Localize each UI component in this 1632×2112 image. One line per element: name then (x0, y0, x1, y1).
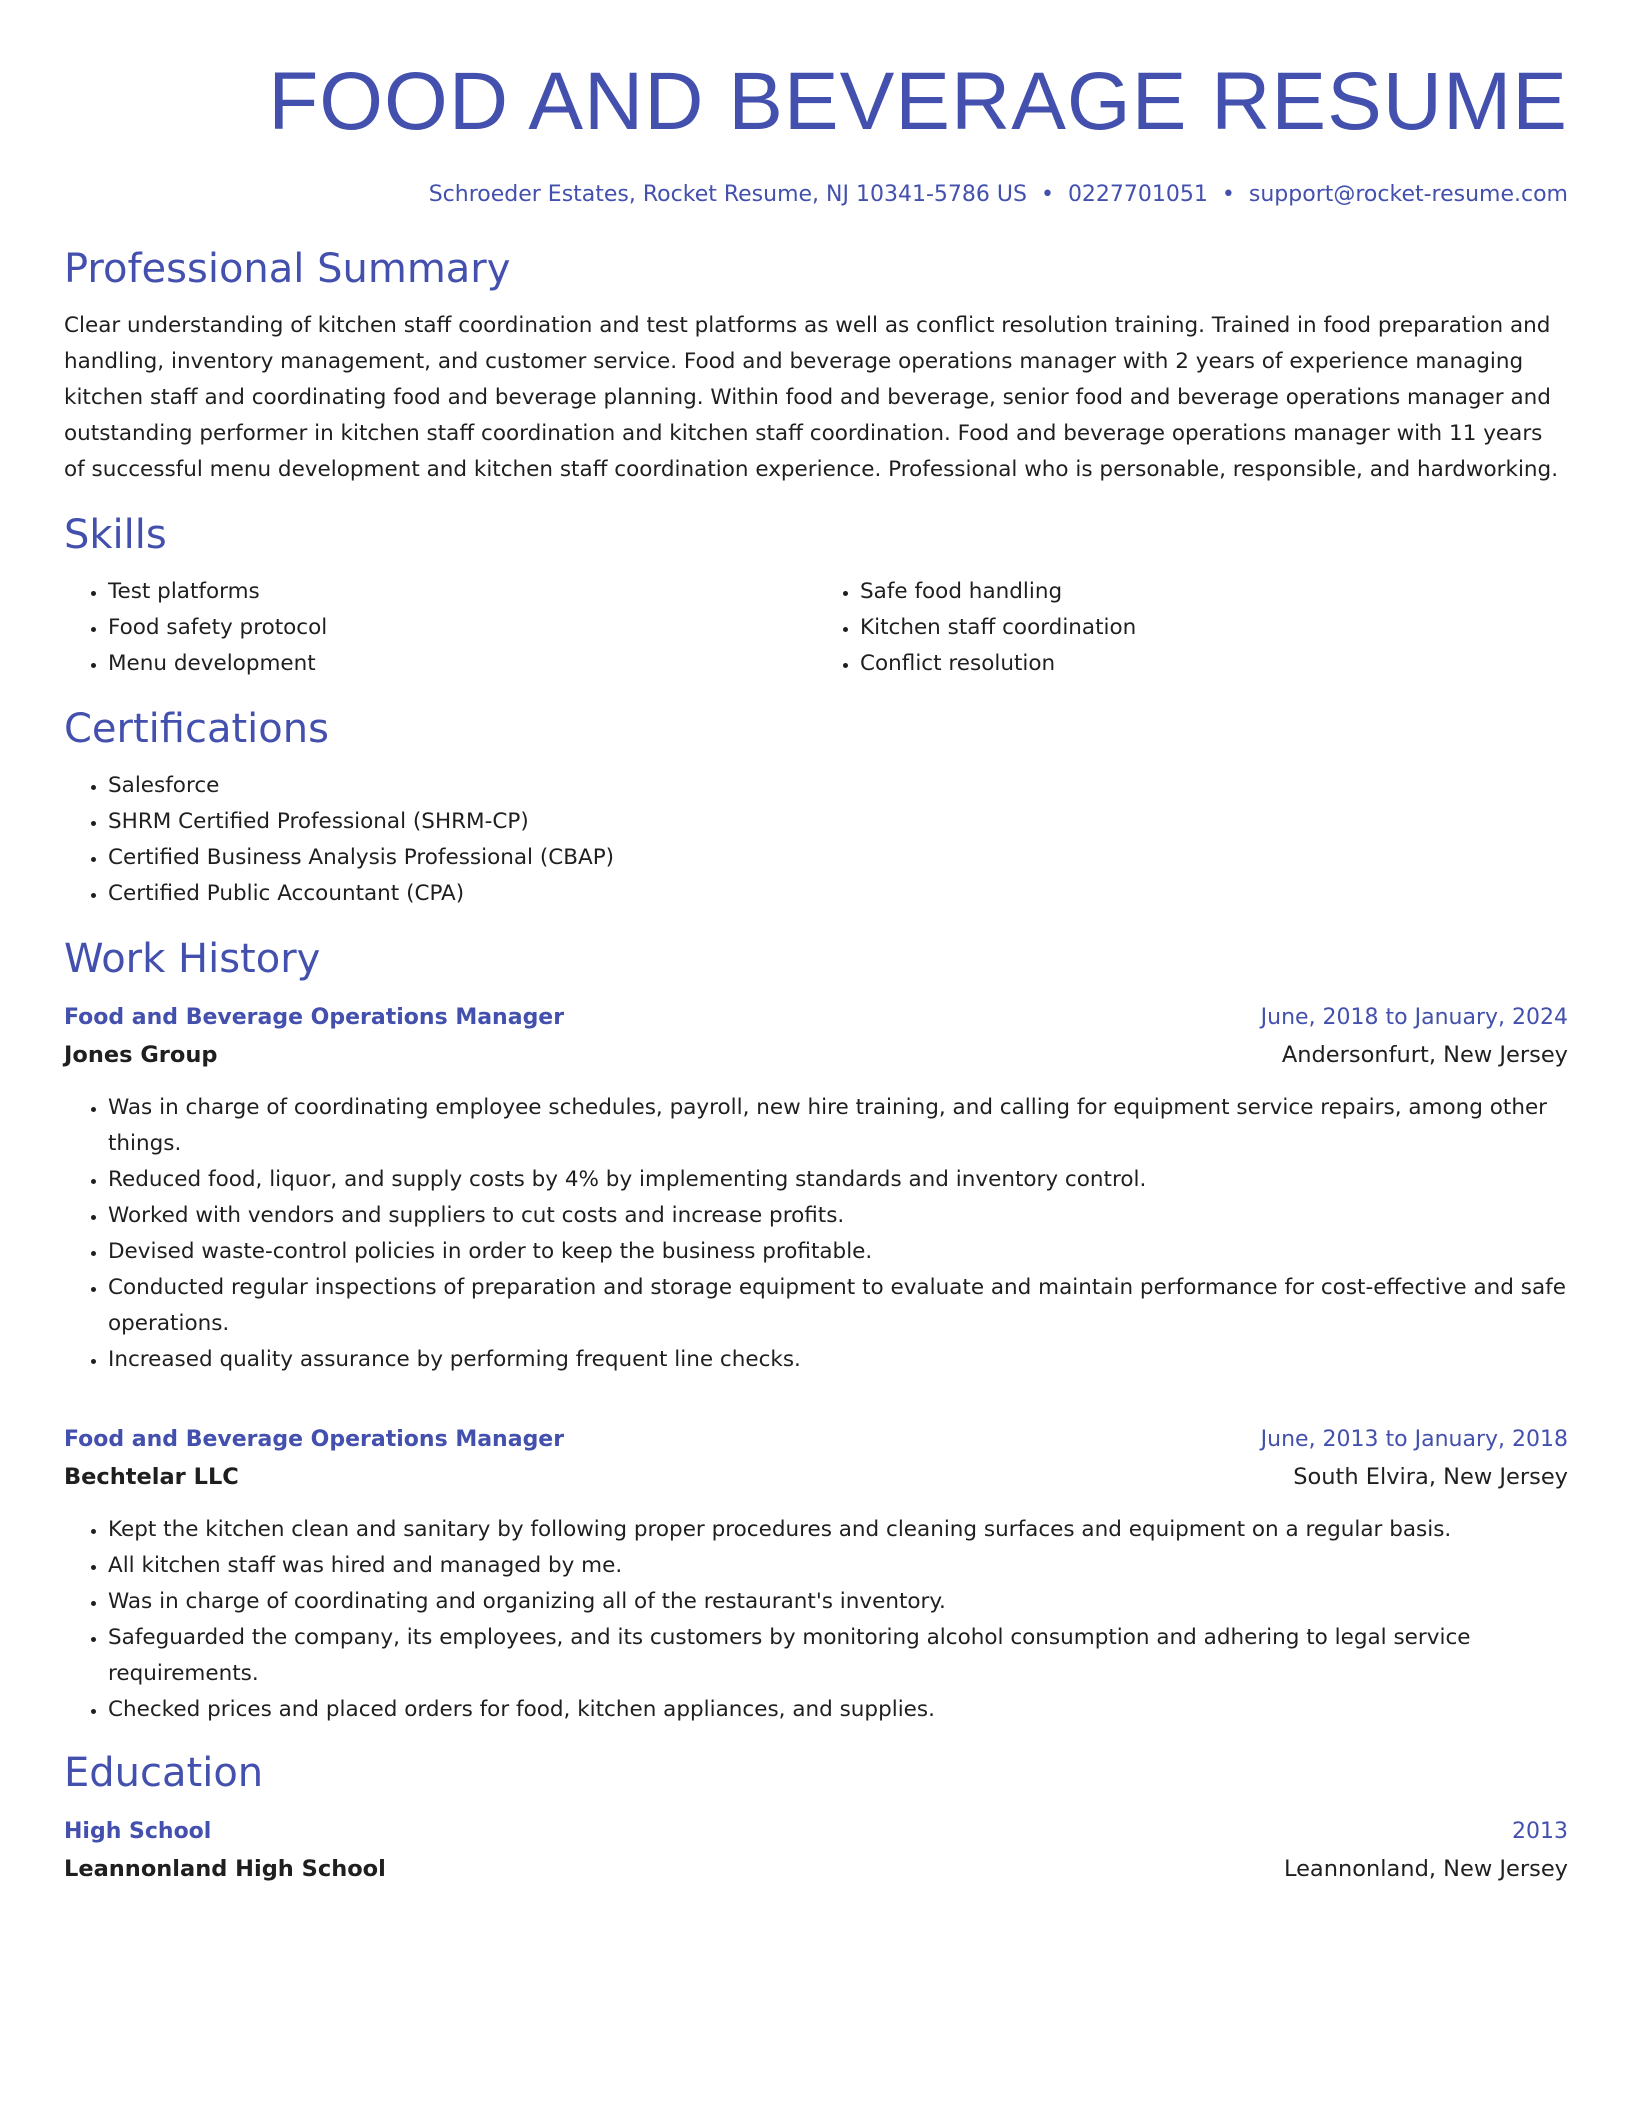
resume-title: FOOD AND BEVERAGE RESUME (268, 56, 1568, 147)
job-bullet: • Safeguarded the company, its employees, and its customers by monitoring alcohol consumption and adhering to legal service requirements. (108, 1620, 1568, 1692)
job-bullets (64, 1512, 1568, 1728)
job-company-row (64, 1036, 1568, 1074)
job-entry (64, 1000, 1568, 1378)
job-bullet: • Was in charge of coordinating employee schedules, payroll, new hire training, and calling for equipment service repairs, among other things. (108, 1090, 1568, 1162)
job-bullet: • Devised waste-control policies in order to keep the business profitable. (108, 1234, 1568, 1270)
job-bullet: • Worked with vendors and suppliers to cut costs and increase profits. (108, 1198, 1568, 1234)
section-title-summary: Professional Summary (64, 246, 511, 292)
education-section (64, 1748, 1568, 1888)
job-bullet: • All kitchen staff was hired and managed by me. (108, 1548, 1568, 1584)
job-dates: June, 2013 to January, 2018 (1260, 1427, 1568, 1452)
skills-list-left (64, 574, 816, 682)
job-company-row (64, 1458, 1568, 1496)
certifications-list (64, 768, 1568, 912)
contact-separator: • (1040, 182, 1054, 207)
certifications-section (64, 704, 1568, 912)
skills-grid (64, 574, 1568, 682)
job-bullet: • Conducted regular inspections of preparation and storage equipment to evaluate and maintain performance for cost-effective and safe operations. (108, 1270, 1568, 1342)
skills-section (64, 510, 1568, 682)
work-history-section (64, 934, 1568, 1728)
skill-item: • Test platforms (108, 574, 816, 610)
skill-item: • Food safety protocol (108, 610, 816, 646)
section-title-certifications: Certifications (64, 706, 329, 752)
job-header-row (64, 1422, 1568, 1458)
education-degree: High School (64, 1819, 212, 1844)
section-title-education: Education (64, 1750, 264, 1796)
job-bullet: • Increased quality assurance by performing frequent line checks. (108, 1342, 1568, 1378)
job-bullet: • Reduced food, liquor, and supply costs by 4% by implementing standards and inventory control. (108, 1162, 1568, 1198)
skills-list-right (816, 574, 1568, 682)
education-school: Leannonland High School (64, 1856, 386, 1882)
job-bullet: • Kept the kitchen clean and sanitary by following proper procedures and cleaning surfaces and equipment on a regular basis. (108, 1512, 1568, 1548)
section-title-skills: Skills (64, 512, 167, 558)
education-school-row (64, 1850, 1568, 1888)
education-header-row (64, 1814, 1568, 1850)
job-header-row (64, 1000, 1568, 1036)
certification-item: • Certified Public Accountant (CPA) (108, 876, 1568, 912)
resume-header (64, 54, 1568, 210)
contact-line (64, 180, 1568, 210)
job-entry (64, 1422, 1568, 1728)
skill-item: • Kitchen staff coordination (860, 610, 1568, 646)
certification-item: • Certified Business Analysis Professional (CBAP) (108, 840, 1568, 876)
summary-text: Clear understanding of kitchen staff coordination and test platforms as well as conflict resolution training. Trained in food preparation and handling, inventory management, and customer service. Food and beverage operations manager with 2 years of experience managing kitchen staff and coordinating food and beverage planning. Within food and beverage, senior food and beverage operations manager and outstanding performer in kitchen staff coordination and kitchen staff coordination. Food and beverage operations manager with 11 years of successful menu development and kitchen staff coordination experience. Professional who is personable, responsible, and hardworking. (64, 313, 1559, 482)
contact-separator: • (1221, 182, 1235, 207)
job-location: Andersonfurt, New Jersey (1281, 1042, 1568, 1068)
education-entry (64, 1814, 1568, 1888)
certification-item: • SHRM Certified Professional (SHRM-CP) (108, 804, 1568, 840)
education-location: Leannonland, New Jersey (1283, 1856, 1568, 1882)
job-bullet: • Was in charge of coordinating and organizing all of the restaurant's inventory. (108, 1584, 1568, 1620)
job-title: Food and Beverage Operations Manager (64, 1427, 565, 1452)
job-location: South Elvira, New Jersey (1293, 1464, 1568, 1490)
contact-address: Schroeder Estates, Rocket Resume, NJ 10341-5786 US (428, 182, 1027, 207)
contact-email: support@rocket-resume.com (1248, 182, 1568, 207)
education-year: 2013 (1512, 1819, 1568, 1844)
professional-summary-section (64, 244, 1568, 488)
job-bullets (64, 1090, 1568, 1378)
job-company: Bechtelar LLC (64, 1464, 239, 1490)
certification-item: • Salesforce (108, 768, 1568, 804)
skill-item: • Menu development (108, 646, 816, 682)
skill-item: • Conflict resolution (860, 646, 1568, 682)
section-title-work-history: Work History (64, 936, 321, 982)
contact-phone: 0227701051 (1067, 182, 1208, 207)
job-dates: June, 2018 to January, 2024 (1260, 1005, 1568, 1030)
job-title: Food and Beverage Operations Manager (64, 1005, 565, 1030)
job-bullet: • Checked prices and placed orders for food, kitchen appliances, and supplies. (108, 1692, 1568, 1728)
job-company: Jones Group (64, 1042, 218, 1068)
skill-item: • Safe food handling (860, 574, 1568, 610)
